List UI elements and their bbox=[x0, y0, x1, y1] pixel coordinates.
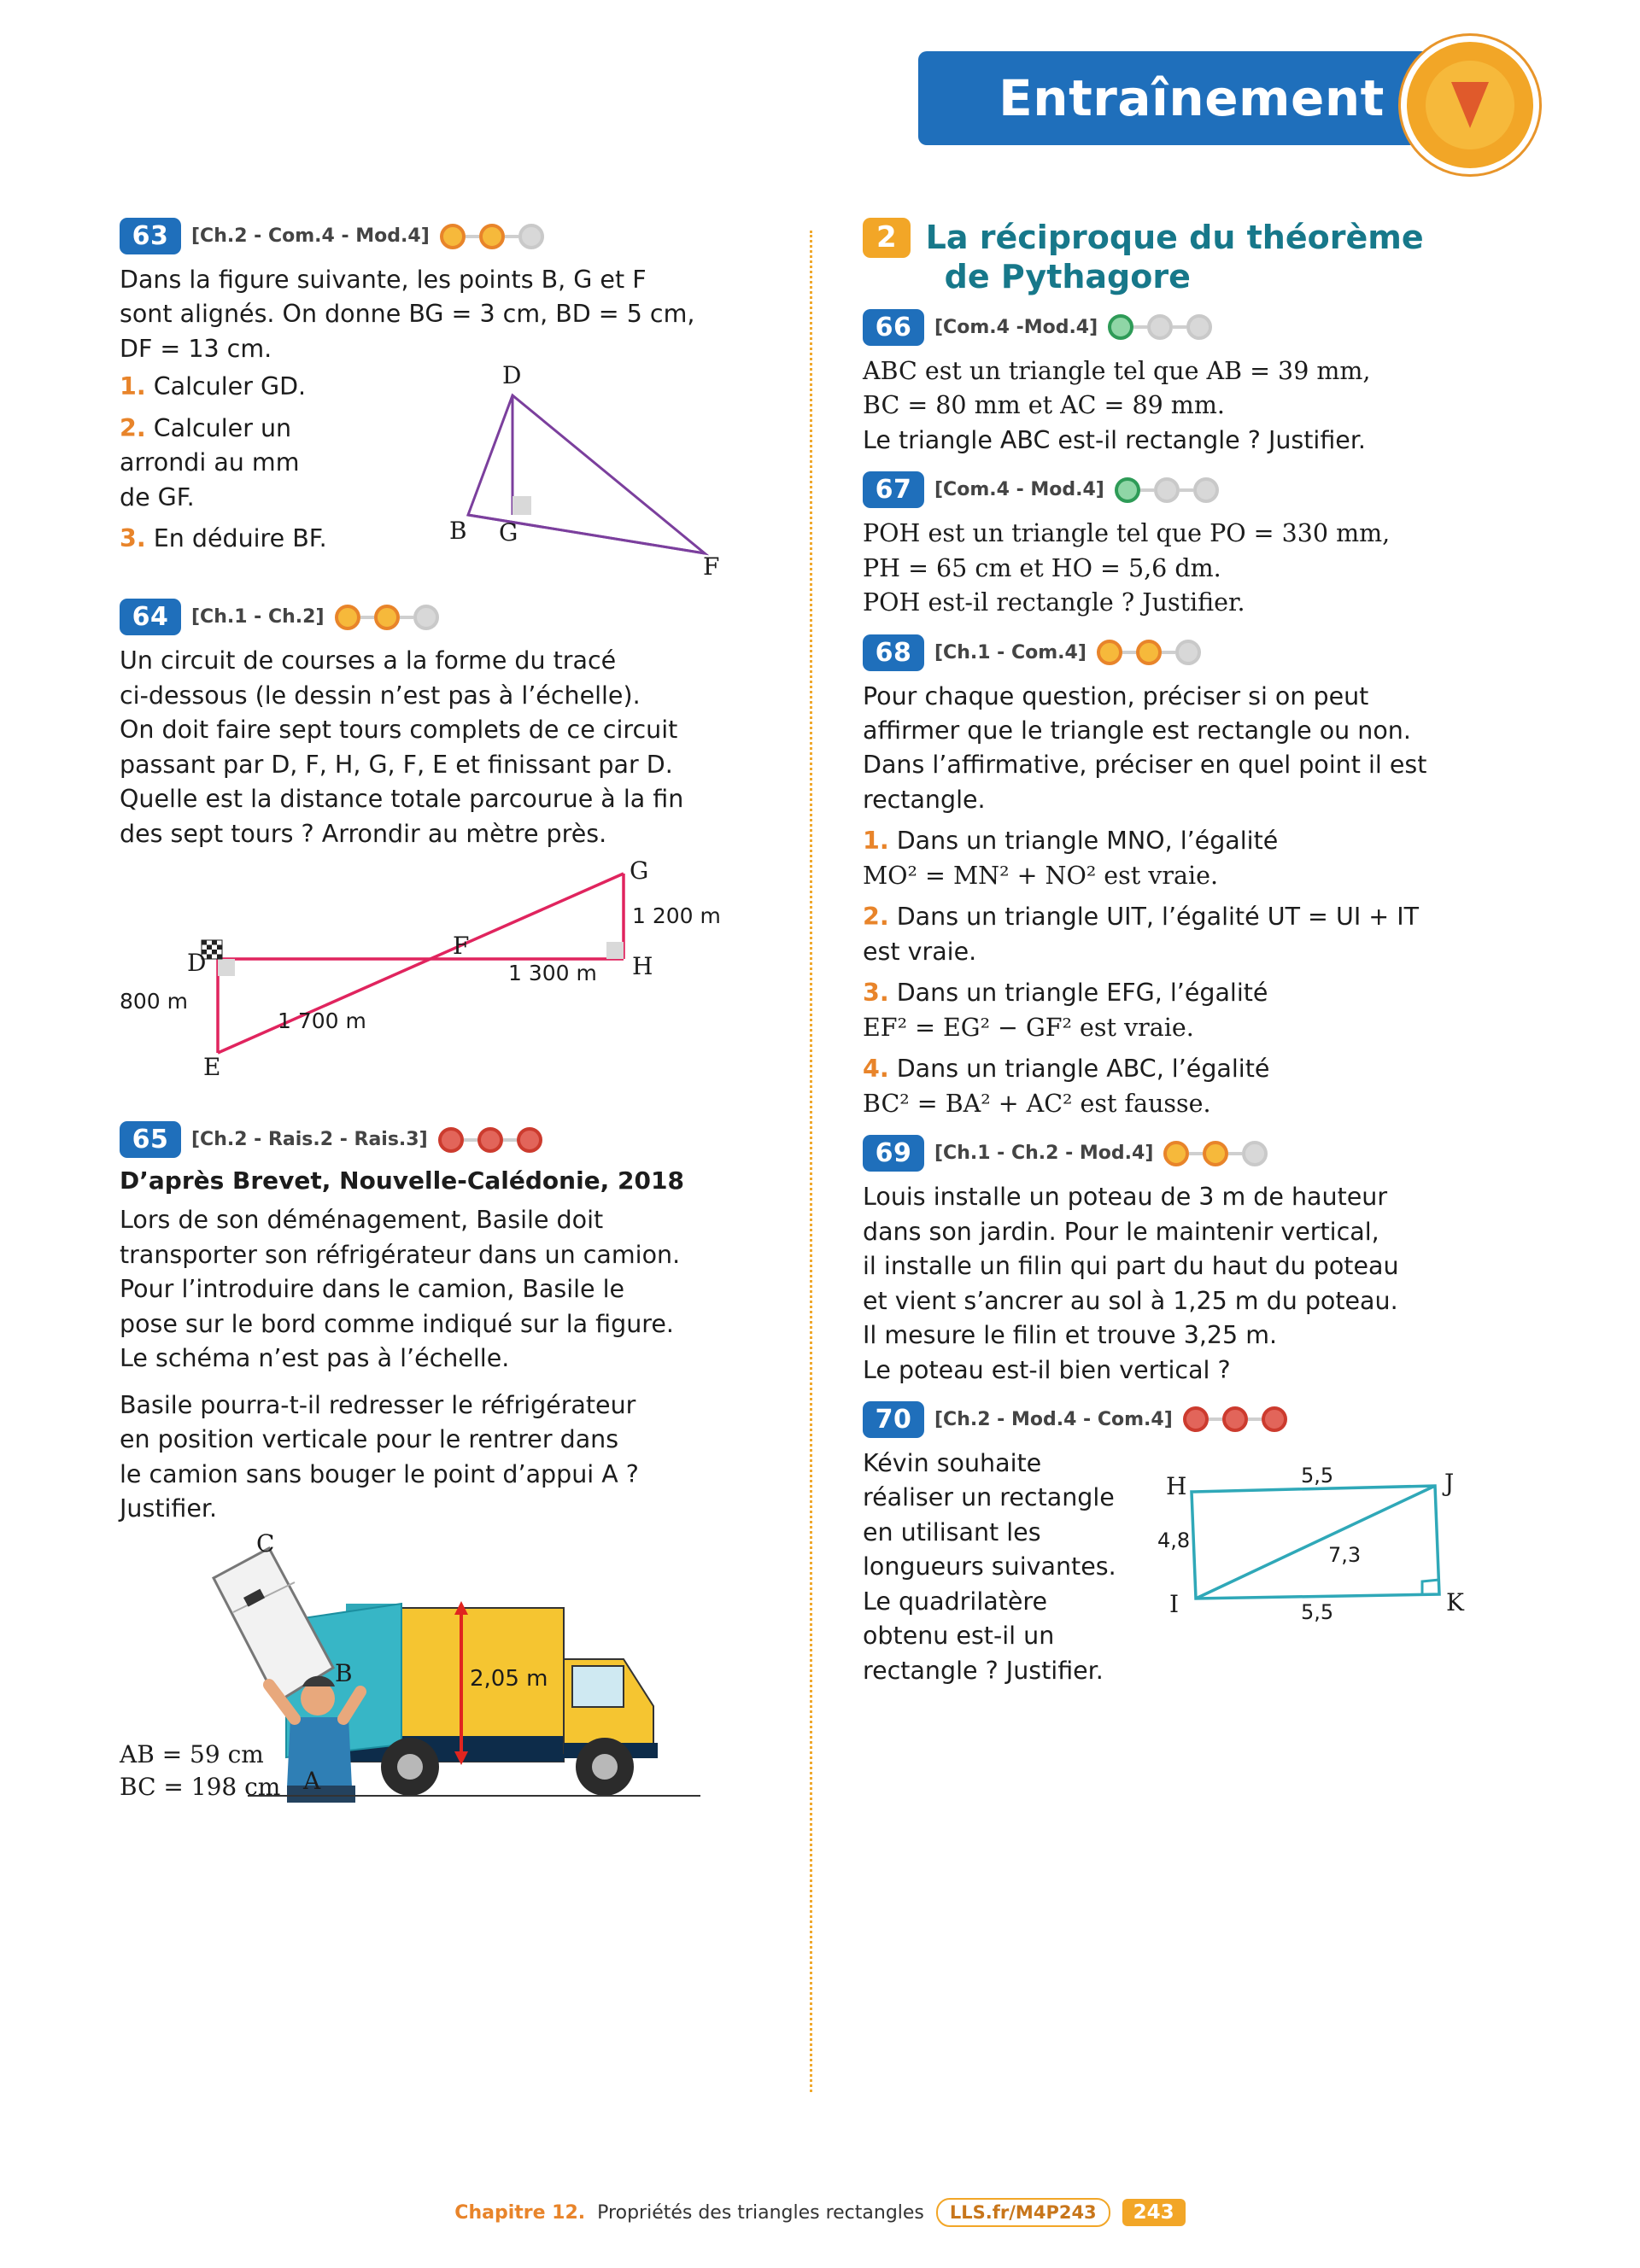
exercise-68-item-2 bbox=[863, 900, 1512, 934]
figure-70-label-H: H bbox=[1166, 1471, 1187, 1500]
difficulty-dots bbox=[440, 224, 544, 249]
pen-shape bbox=[1451, 82, 1489, 128]
exercise-63-q1: Calculer GD. bbox=[153, 372, 307, 401]
exercise-68-item-1-a: Dans un triangle MNO, l’égalité bbox=[896, 827, 1279, 856]
difficulty-dot bbox=[1115, 477, 1140, 503]
dot-connector bbox=[464, 1138, 477, 1142]
difficulty-dot bbox=[1222, 1406, 1248, 1432]
dot-connector bbox=[1122, 651, 1136, 654]
difficulty-dot bbox=[1147, 314, 1173, 340]
exercise-tags: [Com.4 - Mod.4] bbox=[934, 479, 1104, 501]
section-heading bbox=[863, 218, 1512, 297]
exercise-69-head bbox=[863, 1135, 1512, 1172]
exercise-63-body bbox=[120, 361, 769, 583]
difficulty-dots bbox=[1163, 1141, 1268, 1166]
exercise-66-head bbox=[863, 309, 1512, 346]
exercise-65-line2-2: en position verticale pour le rentrer dans bbox=[120, 1425, 619, 1454]
exercise-64-line-5: Quelle est la distance totale parcourue à la fin bbox=[120, 785, 684, 814]
exercise-65-line-4: pose sur le bord comme indiqué sur la figure. bbox=[120, 1309, 674, 1338]
exercise-69-line-6: Le poteau est-il bien vertical ? bbox=[863, 1355, 1231, 1384]
section-title bbox=[926, 218, 1424, 297]
dot-connector bbox=[1180, 488, 1193, 492]
exercise-68 bbox=[863, 634, 1512, 1122]
question-number: 3. bbox=[120, 524, 146, 553]
figure-65-truck-illustration bbox=[120, 1531, 752, 1813]
footer-chapter: Chapitre 12. bbox=[454, 2201, 586, 2224]
exercise-67-line-2: PH = 65 cm et HO = 5,6 dm. bbox=[863, 553, 1221, 582]
dot-connector bbox=[1140, 488, 1154, 492]
exercise-tags: [Ch.1 - Ch.2 - Mod.4] bbox=[934, 1143, 1154, 1165]
figure-70-top-length: 5,5 bbox=[1301, 1463, 1334, 1488]
figure-64 bbox=[120, 856, 752, 1113]
difficulty-dot bbox=[374, 605, 400, 630]
dot-connector bbox=[1189, 1152, 1203, 1155]
column-divider bbox=[810, 231, 812, 2092]
exercise-tags: [Ch.1 - Ch.2] bbox=[191, 606, 325, 628]
difficulty-dot bbox=[1183, 1406, 1209, 1432]
exercise-67-line-1: POH est un triangle tel que PO = 330 mm, bbox=[863, 519, 1391, 548]
exercise-70-line-1: Kévin souhaite bbox=[863, 1448, 1042, 1477]
exercise-63-q2a: Calculer un bbox=[153, 413, 292, 442]
exercise-tags: [Ch.2 - Com.4 - Mod.4] bbox=[191, 225, 430, 247]
difficulty-dot bbox=[1242, 1141, 1268, 1166]
question-number: 4. bbox=[863, 1055, 889, 1084]
exercise-68-item-2-a: Dans un triangle UIT, l’égalité UT = UI + IT bbox=[896, 903, 1420, 932]
figure-65-height-label: 2,05 m bbox=[470, 1666, 548, 1692]
exercise-65-line-1: Lors de son déménagement, Basile doit bbox=[120, 1206, 604, 1235]
exercise-number: 68 bbox=[863, 634, 924, 671]
exercise-66-line-2: BC = 80 mm et AC = 89 mm. bbox=[863, 391, 1225, 420]
exercise-65 bbox=[120, 1121, 769, 1813]
exercise-70-line-4: longueurs suivantes. bbox=[863, 1552, 1116, 1581]
exercise-number: 64 bbox=[120, 599, 181, 635]
exercise-69-line-3: il installe un filin qui part du haut du poteau bbox=[863, 1252, 1399, 1281]
difficulty-dot bbox=[413, 605, 439, 630]
footer-chapter-name: Propriétés des triangles rectangles bbox=[597, 2201, 924, 2224]
exercise-65-source: D’après Brevet, Nouvelle-Calédonie, 2018 bbox=[120, 1166, 684, 1195]
exercise-67-line-3: POH est-il rectangle ? Justifier. bbox=[863, 588, 1245, 617]
dot-connector bbox=[1162, 651, 1175, 654]
exercise-66-line-1: ABC est un triangle tel que AB = 39 mm, bbox=[863, 356, 1371, 385]
exercise-68-item-3-b: EF² = EG² − GF² est vraie. bbox=[863, 1013, 1194, 1042]
difficulty-dot bbox=[1163, 1141, 1189, 1166]
figure-63-svg bbox=[376, 361, 760, 583]
difficulty-dots bbox=[1097, 640, 1201, 665]
exercise-64-line-1: Un circuit de courses a la forme du tracé bbox=[120, 646, 617, 675]
exercise-number: 69 bbox=[863, 1135, 924, 1172]
difficulty-dot bbox=[479, 224, 505, 249]
figure-65-label-C: C bbox=[256, 1529, 275, 1558]
exercise-68-item-2-b: est vraie. bbox=[863, 937, 977, 966]
figure-64-label-G: G bbox=[630, 856, 649, 886]
difficulty-dot bbox=[1108, 314, 1133, 340]
exercise-63-q3-wrap bbox=[120, 522, 376, 556]
figure-63 bbox=[376, 361, 760, 583]
exercise-68-head bbox=[863, 634, 1512, 671]
difficulty-dot bbox=[1186, 314, 1212, 340]
figure-70-bottom-length: 5,5 bbox=[1301, 1599, 1334, 1624]
exercise-64-head bbox=[120, 599, 769, 635]
figure-64-length-1300: 1 300 m bbox=[508, 961, 597, 986]
exercise-63-q2c: de GF. bbox=[120, 482, 195, 511]
difficulty-dot bbox=[1262, 1406, 1287, 1432]
difficulty-dot bbox=[1193, 477, 1219, 503]
banner-title: Entraînement bbox=[999, 69, 1385, 127]
exercise-65-head bbox=[120, 1121, 769, 1158]
exercise-65-line2-4: Justifier. bbox=[120, 1493, 218, 1523]
exercise-63-q2-wrap bbox=[120, 412, 376, 446]
figure-65-ab-length: AB = 59 cm bbox=[120, 1740, 264, 1769]
exercise-66 bbox=[863, 309, 1512, 458]
exercise-68-item-1-b: MO² = MN² + NO² est vraie. bbox=[863, 861, 1219, 890]
footer-resource-code[interactable]: LLS.fr/M4P243 bbox=[936, 2198, 1110, 2227]
exercise-64-line-6: des sept tours ? Arrondir au mètre près. bbox=[120, 819, 607, 848]
exercise-64-line-4: passant par D, F, H, G, F, E et finissant par D. bbox=[120, 750, 673, 779]
exercise-68-line-3: Dans l’affirmative, préciser en quel point il est bbox=[863, 751, 1427, 780]
exercise-tags: [Ch.1 - Com.4] bbox=[934, 641, 1086, 663]
difficulty-dot bbox=[477, 1127, 503, 1153]
exercise-63-q1-wrap bbox=[120, 370, 376, 404]
exercise-65-line2-3: le camion sans bouger le point d’appui A ? bbox=[120, 1459, 639, 1488]
figure-63-label-D: D bbox=[502, 361, 522, 390]
exercise-67-head bbox=[863, 471, 1512, 508]
exercise-68-line-1: Pour chaque question, préciser si on peut bbox=[863, 681, 1369, 710]
exercise-number: 67 bbox=[863, 471, 924, 508]
difficulty-dots bbox=[1108, 314, 1212, 340]
dot-connector bbox=[1133, 325, 1147, 329]
question-number: 1. bbox=[863, 827, 889, 856]
exercise-tags: [Com.4 -Mod.4] bbox=[934, 316, 1098, 338]
figure-70-left-length: 4,8 bbox=[1157, 1528, 1191, 1552]
question-number: 3. bbox=[863, 979, 889, 1008]
exercise-67 bbox=[863, 471, 1512, 620]
section-title-line1: La réciproque du théorème bbox=[925, 219, 1424, 256]
figure-70-label-K: K bbox=[1446, 1587, 1464, 1616]
exercise-65-line-2: transporter son réfrigérateur dans un camion. bbox=[120, 1240, 681, 1269]
exercise-64-line-2: ci-dessous (le dessin n’est pas à l’échelle). bbox=[120, 681, 641, 710]
dot-connector bbox=[1209, 1418, 1222, 1421]
exercise-68-item-3 bbox=[863, 976, 1512, 1010]
exercise-70-line-7: rectangle ? Justifier. bbox=[863, 1656, 1104, 1685]
exercise-tags: [Ch.2 - Mod.4 - Com.4] bbox=[934, 1408, 1173, 1430]
exercise-tags: [Ch.2 - Rais.2 - Rais.3] bbox=[191, 1129, 428, 1151]
exercise-70 bbox=[863, 1401, 1512, 1688]
difficulty-dot bbox=[440, 224, 466, 249]
section-title-line2: de Pythagore bbox=[944, 258, 1191, 296]
figure-64-length-1700: 1 700 m bbox=[278, 1008, 366, 1034]
figure-64-length-800: 800 m bbox=[120, 989, 189, 1014]
section-number: 2 bbox=[863, 218, 911, 258]
exercise-70-line-2: réaliser un rectangle bbox=[863, 1483, 1115, 1512]
pen-nib-icon bbox=[1401, 36, 1539, 174]
figure-70 bbox=[1157, 1462, 1482, 1650]
exercise-69-line-2: dans son jardin. Pour le maintenir vertical, bbox=[863, 1217, 1379, 1246]
question-number: 1. bbox=[120, 372, 146, 401]
exercise-70-line-5: Le quadrilatère bbox=[863, 1587, 1048, 1616]
right-column bbox=[863, 218, 1512, 1693]
exercise-69-line-5: Il mesure le filin et trouve 3,25 m. bbox=[863, 1321, 1278, 1350]
exercise-68-item-1 bbox=[863, 824, 1512, 858]
exercise-69-line-4: et vient s’ancrer au sol à 1,25 m du poteau. bbox=[863, 1286, 1398, 1315]
exercise-70-line-3: en utilisant les bbox=[863, 1517, 1041, 1546]
dot-connector bbox=[1228, 1152, 1242, 1155]
exercise-63-q2b: arrondi au mm bbox=[120, 448, 300, 477]
exercise-68-item-4 bbox=[863, 1052, 1512, 1086]
exercise-68-line-2: affirmer que le triangle est rectangle ou non. bbox=[863, 716, 1411, 745]
figure-63-label-G: G bbox=[499, 518, 518, 547]
exercise-70-head bbox=[863, 1401, 1512, 1438]
exercise-68-item-4-b: BC² = BA² + AC² est fausse. bbox=[863, 1089, 1211, 1118]
exercise-65-line-3: Pour l’introduire dans le camion, Basile le bbox=[120, 1275, 625, 1304]
exercise-68-item-3-a: Dans un triangle EFG, l’égalité bbox=[896, 979, 1268, 1008]
difficulty-dots bbox=[438, 1127, 542, 1153]
exercise-70-body bbox=[863, 1447, 1512, 1688]
left-column bbox=[120, 218, 769, 1818]
figure-64-label-H: H bbox=[632, 952, 653, 981]
difficulty-dot bbox=[1097, 640, 1122, 665]
difficulty-dots bbox=[1183, 1406, 1287, 1432]
difficulty-dot bbox=[1136, 640, 1162, 665]
figure-65-svg bbox=[120, 1531, 752, 1813]
dot-connector bbox=[466, 235, 479, 238]
exercise-number: 66 bbox=[863, 309, 924, 346]
section-banner bbox=[918, 51, 1465, 145]
dot-connector bbox=[1173, 325, 1186, 329]
exercise-63-line-3: DF = 13 cm. bbox=[120, 334, 272, 363]
exercise-number: 63 bbox=[120, 218, 181, 254]
difficulty-dots bbox=[1115, 477, 1219, 503]
difficulty-dot bbox=[438, 1127, 464, 1153]
exercise-63-head bbox=[120, 218, 769, 254]
exercise-63-line-2: sont alignés. On donne BG = 3 cm, BD = 5 cm, bbox=[120, 300, 695, 329]
figure-64-label-F: F bbox=[453, 932, 470, 961]
figure-64-length-1200: 1 200 m bbox=[632, 903, 721, 929]
question-number: 2. bbox=[120, 413, 146, 442]
difficulty-dot bbox=[517, 1127, 542, 1153]
badge-inner bbox=[1426, 61, 1514, 149]
figure-65-label-A: A bbox=[303, 1767, 321, 1796]
exercise-63 bbox=[120, 218, 769, 583]
figure-63-label-B: B bbox=[449, 517, 467, 546]
figure-70-label-I: I bbox=[1169, 1589, 1180, 1618]
exercise-66-line-3: Le triangle ABC est-il rectangle ? Justifier. bbox=[863, 425, 1366, 454]
exercise-69 bbox=[863, 1135, 1512, 1388]
difficulty-dot bbox=[335, 605, 360, 630]
figure-70-label-J: J bbox=[1444, 1468, 1455, 1497]
dot-connector bbox=[400, 616, 413, 619]
exercise-68-item-4-a: Dans un triangle ABC, l’égalité bbox=[896, 1055, 1270, 1084]
figure-63-label-F: F bbox=[703, 552, 720, 582]
exercise-65-line2-1: Basile pourra-t-il redresser le réfrigérateur bbox=[120, 1390, 636, 1419]
figure-64-label-E: E bbox=[203, 1053, 221, 1082]
dot-connector bbox=[360, 616, 374, 619]
figure-70-diagonal-length: 7,3 bbox=[1328, 1542, 1362, 1567]
figure-65-bc-length: BC = 198 cm bbox=[120, 1773, 281, 1802]
exercise-68-line-4: rectangle. bbox=[863, 785, 986, 814]
question-number: 2. bbox=[863, 903, 889, 932]
difficulty-dot bbox=[1154, 477, 1180, 503]
exercise-number: 70 bbox=[863, 1401, 924, 1438]
difficulty-dot bbox=[1175, 640, 1201, 665]
exercise-64 bbox=[120, 599, 769, 1113]
difficulty-dots bbox=[335, 605, 439, 630]
figure-65-label-B: B bbox=[335, 1659, 353, 1688]
exercise-69-line-1: Louis installe un poteau de 3 m de hauteur bbox=[863, 1183, 1388, 1212]
exercise-63-line-1: Dans la figure suivante, les points B, G et F bbox=[120, 266, 647, 294]
exercise-70-line-6: obtenu est-il un bbox=[863, 1622, 1055, 1651]
exercise-64-line-3: On doit faire sept tours complets de ce circuit bbox=[120, 716, 678, 745]
dot-connector bbox=[1248, 1418, 1262, 1421]
footer-page-number: 243 bbox=[1122, 2199, 1186, 2226]
exercise-63-q3: En déduire BF. bbox=[153, 524, 327, 553]
exercise-number: 65 bbox=[120, 1121, 181, 1158]
exercise-65-line-5: Le schéma n’est pas à l’échelle. bbox=[120, 1344, 510, 1373]
difficulty-dot bbox=[518, 224, 544, 249]
difficulty-dot bbox=[1203, 1141, 1228, 1166]
dot-connector bbox=[503, 1138, 517, 1142]
dot-connector bbox=[505, 235, 518, 238]
figure-64-label-D: D bbox=[187, 949, 207, 978]
page-footer bbox=[0, 2198, 1640, 2227]
